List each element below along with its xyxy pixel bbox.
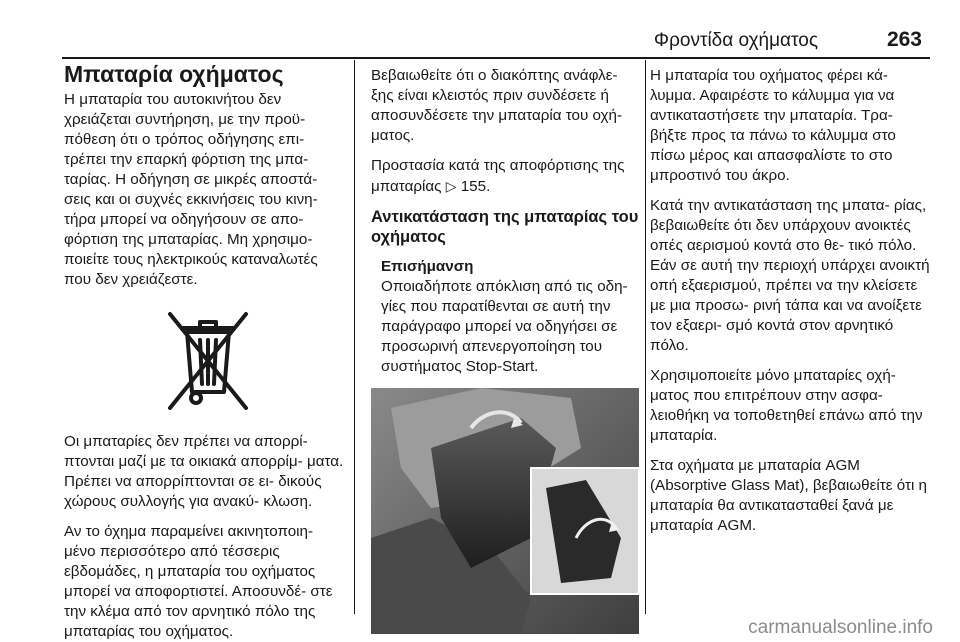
battery-cover-illustration (371, 388, 639, 634)
ignition-paragraph: Βεβαιωθείτε ότι ο διακόπτης ανάφλε- ξης είναι κλειστός πριν συνδέσετε ή αποσυνδέσετε την μπαταρία του οχή- ματος. (371, 67, 623, 144)
disposal-symbol (64, 298, 347, 422)
crossed-out-wheeled-bin-icon (156, 304, 256, 416)
page-number: 263 (886, 28, 922, 51)
column-3 (650, 66, 932, 536)
note-box (371, 257, 639, 377)
agm-paragraph: Στα οχήματα με μπαταρία AGM (Absorptive Glass Mat), βεβαιωθείτε ότι η μπαταρία θα αντικατασταθεί ξανά με μπαταρία AGM. (650, 457, 927, 534)
running-title: Φροντίδα οχήματος (653, 30, 818, 51)
storage-paragraph: Αν το όχημα παραμείνει ακινητοποιη- μένο περισσότερο από τέσσερις εβδομάδες, η μπαταρία του οχήματος μπορεί να αποφορτιστεί. Αποσυνδέ- στε την κλέμα από τον αρνητικό πόλο της μπαταρίας του οχήματος. (64, 523, 333, 640)
disposal-paragraph: Οι μπαταρίες δεν πρέπει να απορρί- πτονται μαζί με τα οικιακά απορρίμ- ματα. Πρέπει να απορρίπτονται σε ει- δικούς χώρους συλλογής για ανακύ- κλωση. (64, 433, 344, 510)
page-header (62, 24, 930, 58)
column-2 (371, 66, 639, 634)
protection-paragraph (371, 156, 639, 197)
fuse-box-paragraph: Χρησιμοποιείτε μόνο μπαταρίες οχή- ματος που επιτρέπουν στην ασφα- λειοθήκη να τοποθετηθεί επάνω από την μπαταρία. (650, 367, 923, 444)
battery-cover-photo (371, 388, 639, 634)
protection-text: Προστασία κατά της αποφόρτισης της μπαταρίας (371, 157, 625, 195)
header-rule (62, 57, 930, 59)
section-title: Μπαταρία οχήματος (64, 61, 284, 87)
battery-intro-paragraph: Η μπαταρία του αυτοκινήτου δεν χρειάζεται συντήρηση, με την προϋ- πόθεση ότι ο τρόπος οδήγησης επι- τρέπει την επαρκή φόρτιση της μπα- ταρίας. Η οδήγηση σε μικρές αποστά- σεις και οι συχνές εκκινήσεις του κινη- τήρα μπορεί να οδηγήσουν σε απο- φόρτιση της μπαταρίας. Μη χρησιμο- ποιείτε τους ηλεκτρικούς καταναλωτές που δεν χρειάζεστε. (64, 91, 318, 288)
protection-page-ref[interactable]: 155. (460, 178, 491, 195)
column-divider (354, 60, 355, 614)
watermark: carmanualsonline.info (748, 617, 933, 638)
replacement-heading: Αντικατάσταση της μπαταρίας του οχήματος (371, 208, 639, 246)
vent-paragraph: Κατά την αντικατάσταση της μπατα- ρίας, βεβαιωθείτε ότι δεν υπάρχουν ανοικτές οπές αερισμού κοντά στο θε- τικό πόλο. Εάν σε αυτή την περιοχή υπάρχει ανοικτή οπή εξαερισμού, πρέπει να την κλείσετε με μια προσω- ρινή τάπα και να ανοίξετε τον εξαερι- σμό κοντά στον αρνητικό πόλο. (650, 197, 930, 354)
column-1 (64, 60, 347, 642)
page-reference-triangle-icon: ▷ (445, 178, 457, 194)
note-text: Οποιαδήποτε απόκλιση από τις οδη- γίες που παρατίθενται σε αυτή την παράγραφο μπορεί να οδηγήσει σε προσωρινή απενεργοποίηση του συστήματος Stop-Start. (381, 278, 628, 375)
cover-paragraph: Η μπαταρία του οχήματος φέρει κά- λυμμα. Αφαιρέστε το κάλυμμα για να αντικαταστήσετε την μπαταρία. Τρα- βήξτε προς τα πάνω το κάλυμμα στο πίσω μέρος και απασφαλίστε το στο μπροστινό του άκρο. (650, 67, 896, 184)
note-title: Επισήμανση (381, 258, 474, 275)
column-divider (645, 60, 646, 614)
